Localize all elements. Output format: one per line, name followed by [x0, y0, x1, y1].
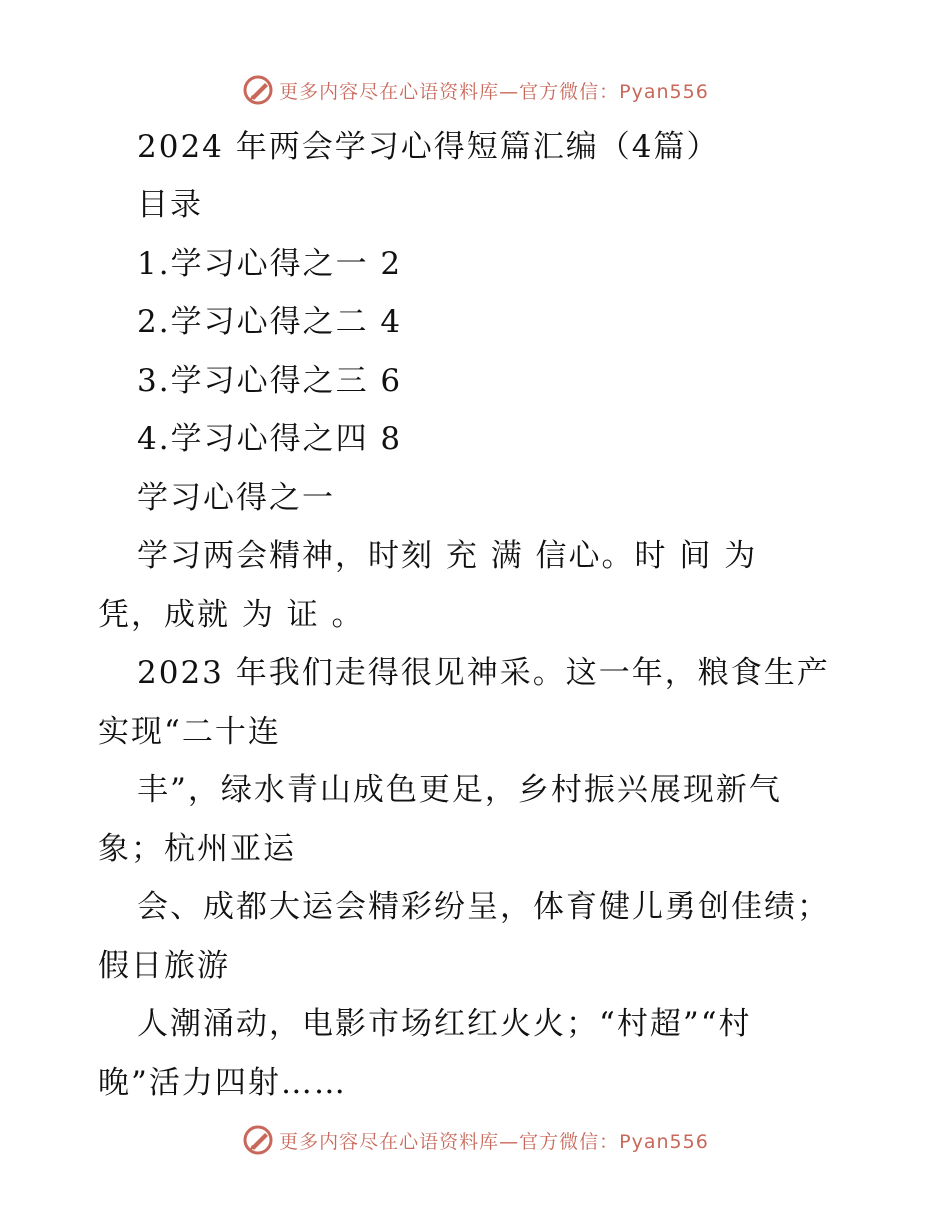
body-line: 凭，成就 为 证 。	[98, 597, 365, 633]
header-watermark	[0, 70, 950, 110]
body-line: 人潮涌动，电影市场红红火火；“村超”“村	[137, 1006, 752, 1042]
toc-item: 2.学习心得之二 4	[137, 304, 403, 340]
pen-circle-logo-icon	[241, 1123, 275, 1157]
footer-watermark	[0, 1120, 950, 1160]
toc-item: 3.学习心得之三 6	[137, 363, 403, 399]
watermark-text: 更多内容尽在心语资料库—官方微信：Pyan556	[279, 1130, 709, 1153]
body-line: 假日旅游	[98, 948, 230, 984]
body-line: 晚”活力四射……	[98, 1065, 347, 1101]
toc-heading: 目录	[137, 187, 203, 223]
body-line: 实现“二十连	[98, 714, 281, 750]
body-line: 象；杭州亚运	[98, 831, 296, 867]
toc-item: 4.学习心得之四 8	[137, 421, 403, 457]
watermark-text: 更多内容尽在心语资料库—官方微信：Pyan556	[279, 80, 709, 103]
body-line: 会、成都大运会精彩纷呈，体育健儿勇创佳绩；	[137, 889, 830, 925]
section-heading: 学习心得之一	[137, 480, 335, 516]
pen-circle-logo-icon	[241, 73, 275, 107]
body-line: 2023 年我们走得很见神采。这一年，粮食生产	[137, 655, 830, 691]
document-title: 2024 年两会学习心得短篇汇编（4篇）	[137, 129, 720, 165]
body-line: 丰”，绿水青山成色更足，乡村振兴展现新气	[137, 772, 782, 808]
toc-item: 1.学习心得之一 2	[137, 246, 403, 282]
body-line: 学习两会精神，时刻 充 满 信心。时 间 为	[137, 538, 758, 574]
